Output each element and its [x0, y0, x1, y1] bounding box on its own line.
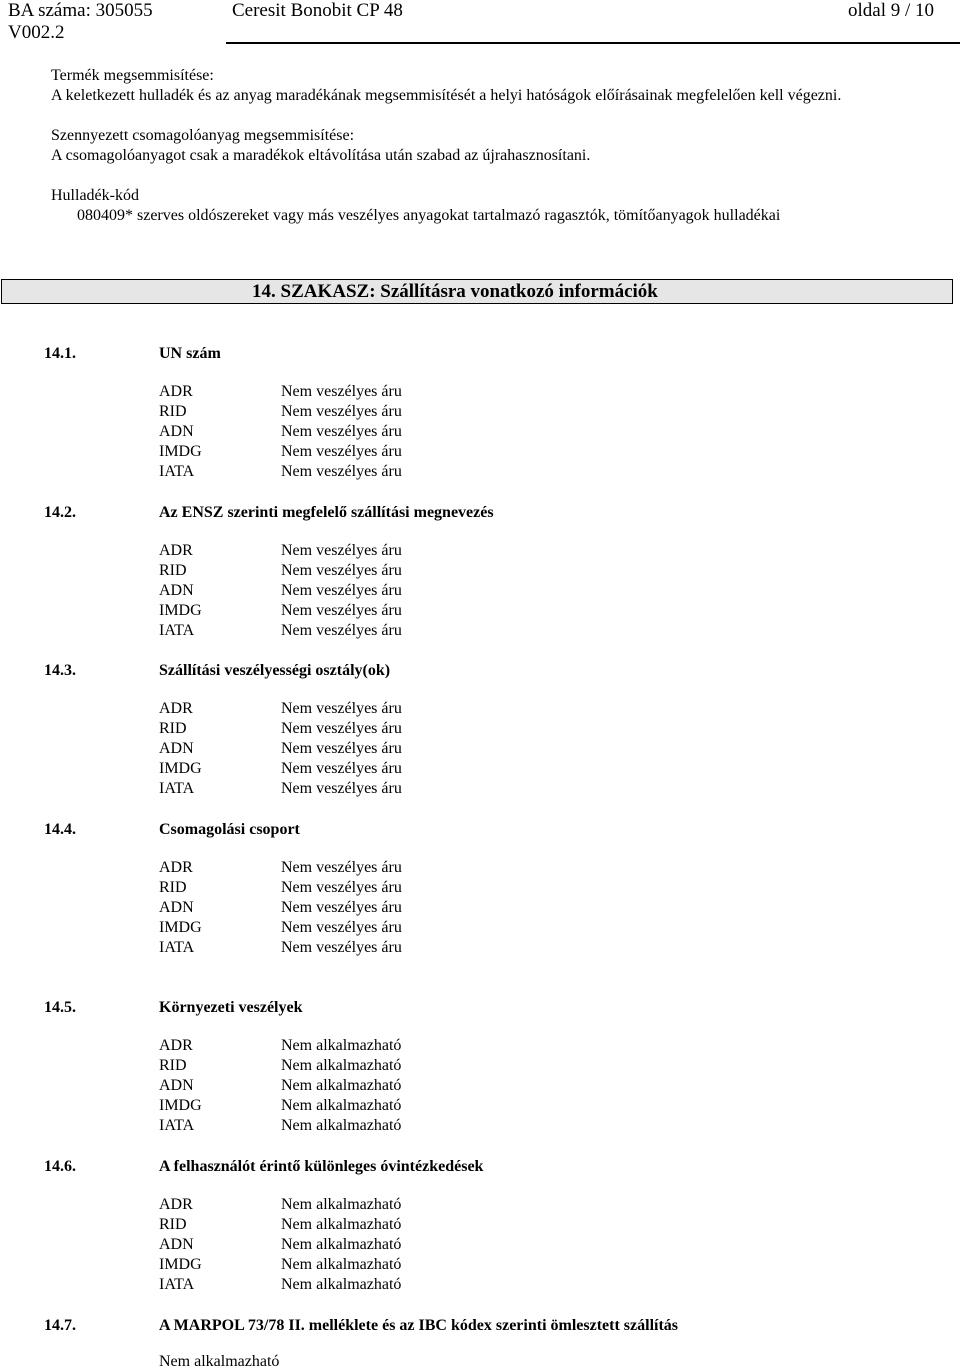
transport-mode-label: IATA [159, 939, 195, 956]
section-number: 14.6. [44, 1158, 76, 1175]
transport-mode-value: Nem alkalmazható [281, 1276, 402, 1293]
transport-mode-row [0, 1215, 960, 1235]
transport-mode-value: Nem veszélyes áru [281, 562, 402, 579]
packaging-disposal-title: Szennyezett csomagolóanyag megsemmisítése: [51, 127, 355, 144]
section-number: 14.7. [44, 1317, 76, 1334]
transport-mode-label: ADN [159, 582, 194, 599]
section-number: 14.5. [44, 999, 76, 1016]
transport-mode-label: IMDG [159, 919, 202, 936]
transport-mode-value: Nem alkalmazható [281, 1196, 402, 1213]
section-title: A MARPOL 73/78 II. melléklete és az IBC kódex szerinti ömlesztett szállítás [159, 1317, 679, 1334]
section-title: UN szám [159, 345, 221, 362]
transport-mode-row [0, 878, 960, 898]
transport-mode-label: IMDG [159, 443, 202, 460]
transport-mode-label: IATA [159, 780, 195, 797]
section-14-banner [1, 279, 953, 304]
transport-mode-value: Nem veszélyes áru [281, 700, 402, 717]
version: V002.2 [8, 22, 65, 43]
section-title: A felhasználót érintő különleges óvintézkedések [159, 1158, 484, 1175]
transport-mode-label: ADN [159, 899, 194, 916]
page-header [0, 0, 960, 44]
section-title: Környezeti veszélyek [159, 999, 303, 1016]
transport-mode-label: IATA [159, 1117, 195, 1134]
waste-code-title: Hulladék-kód [51, 187, 139, 204]
transport-mode-value: Nem veszélyes áru [281, 582, 402, 599]
transport-mode-label: ADR [159, 1196, 193, 1213]
transport-mode-label: ADN [159, 1077, 194, 1094]
transport-mode-value: Nem veszélyes áru [281, 542, 402, 559]
transport-mode-label: IATA [159, 622, 195, 639]
transport-mode-label: IMDG [159, 760, 202, 777]
transport-mode-value: Nem veszélyes áru [281, 383, 402, 400]
transport-mode-row [0, 561, 960, 581]
transport-mode-label: ADN [159, 740, 194, 757]
waste-code-text: 080409* szerves oldószereket vagy más veszélyes anyagokat tartalmazó ragasztók, tömítőanyagok hulladékai [77, 207, 781, 224]
transport-mode-value: Nem veszélyes áru [281, 602, 402, 619]
transport-mode-row [0, 382, 960, 402]
transport-mode-row [0, 462, 960, 482]
transport-mode-row [0, 1036, 960, 1056]
header-divider [226, 42, 960, 44]
transport-mode-label: ADR [159, 383, 193, 400]
transport-mode-value: Nem veszélyes áru [281, 899, 402, 916]
transport-mode-value: Nem veszélyes áru [281, 720, 402, 737]
transport-mode-value: Nem veszélyes áru [281, 859, 402, 876]
transport-mode-value: Nem veszélyes áru [281, 760, 402, 777]
transport-mode-value: Nem alkalmazható [281, 1037, 402, 1054]
section-title: Szállítási veszélyességi osztály(ok) [159, 662, 391, 679]
transport-mode-label: IMDG [159, 602, 202, 619]
transport-mode-row [0, 1056, 960, 1076]
transport-mode-label: ADN [159, 1236, 194, 1253]
ba-number: BA száma: 305055 [8, 0, 153, 21]
transport-mode-label: RID [159, 1216, 187, 1233]
transport-mode-row [0, 442, 960, 462]
transport-mode-row [0, 739, 960, 759]
transport-mode-label: IATA [159, 1276, 195, 1293]
transport-mode-row [0, 1235, 960, 1255]
transport-mode-row [0, 1255, 960, 1275]
transport-mode-label: RID [159, 879, 187, 896]
transport-mode-value: Nem veszélyes áru [281, 919, 402, 936]
transport-mode-row [0, 779, 960, 799]
transport-mode-value: Nem veszélyes áru [281, 423, 402, 440]
transport-mode-label: RID [159, 403, 187, 420]
transport-mode-value: Nem veszélyes áru [281, 740, 402, 757]
transport-mode-value: Nem alkalmazható [281, 1256, 402, 1273]
transport-mode-label: IMDG [159, 1097, 202, 1114]
transport-mode-value: Nem alkalmazható [281, 1216, 402, 1233]
transport-mode-value: Nem veszélyes áru [281, 622, 402, 639]
transport-mode-value: Nem veszélyes áru [281, 780, 402, 797]
transport-mode-row [0, 719, 960, 739]
transport-mode-label: ADN [159, 423, 194, 440]
transport-mode-value: Nem veszélyes áru [281, 939, 402, 956]
transport-mode-row [0, 601, 960, 621]
page-indicator: oldal 9 / 10 [848, 0, 935, 21]
section-title: Az ENSZ szerinti megfelelő szállítási megnevezés [159, 504, 494, 521]
transport-mode-value: Nem veszélyes áru [281, 443, 402, 460]
transport-mode-value: Nem veszélyes áru [281, 403, 402, 420]
transport-mode-value: Nem alkalmazható [281, 1077, 402, 1094]
transport-mode-value: Nem alkalmazható [281, 1236, 402, 1253]
transport-mode-row [0, 938, 960, 958]
transport-mode-label: ADR [159, 700, 193, 717]
transport-mode-row [0, 621, 960, 641]
section-number: 14.4. [44, 821, 76, 838]
transport-mode-value: Nem alkalmazható [281, 1057, 402, 1074]
transport-mode-row [0, 1275, 960, 1295]
transport-mode-row [0, 699, 960, 719]
transport-mode-row [0, 541, 960, 561]
transport-mode-row [0, 898, 960, 918]
product-disposal-text: A keletkezett hulladék és az anyag maradékának megsemmisítését a helyi hatóságok előírásainak megfelelően kell végezni. [51, 87, 842, 104]
transport-mode-label: ADR [159, 542, 193, 559]
transport-mode-row [0, 422, 960, 442]
transport-mode-value: Nem veszélyes áru [281, 463, 402, 480]
section-note: Nem alkalmazható [159, 1353, 280, 1370]
transport-mode-label: IMDG [159, 1256, 202, 1273]
section-title: Csomagolási csoport [159, 821, 300, 838]
transport-mode-label: ADR [159, 1037, 193, 1054]
packaging-disposal-text: A csomagolóanyagot csak a maradékok eltávolítása után szabad az újrahasznosítani. [51, 147, 591, 164]
transport-mode-value: Nem veszélyes áru [281, 879, 402, 896]
section-number: 14.3. [44, 662, 76, 679]
transport-mode-row [0, 918, 960, 938]
transport-mode-row [0, 402, 960, 422]
product-disposal-title: Termék megsemmisítése: [51, 67, 214, 84]
transport-mode-label: RID [159, 562, 187, 579]
transport-mode-row [0, 1116, 960, 1136]
transport-mode-value: Nem alkalmazható [281, 1117, 402, 1134]
section-number: 14.1. [44, 345, 76, 362]
transport-mode-row [0, 1096, 960, 1116]
transport-mode-label: ADR [159, 859, 193, 876]
transport-mode-label: RID [159, 1057, 187, 1074]
section-number: 14.2. [44, 504, 76, 521]
transport-mode-label: IATA [159, 463, 195, 480]
transport-mode-value: Nem alkalmazható [281, 1097, 402, 1114]
transport-mode-row [0, 1076, 960, 1096]
transport-mode-row [0, 581, 960, 601]
transport-mode-label: RID [159, 720, 187, 737]
transport-mode-row [0, 1195, 960, 1215]
transport-mode-row [0, 759, 960, 779]
product-name: Ceresit Bonobit CP 48 [232, 0, 403, 21]
transport-mode-row [0, 858, 960, 878]
section-14-title: 14. SZAKASZ: Szállításra vonatkozó információk [252, 281, 658, 302]
